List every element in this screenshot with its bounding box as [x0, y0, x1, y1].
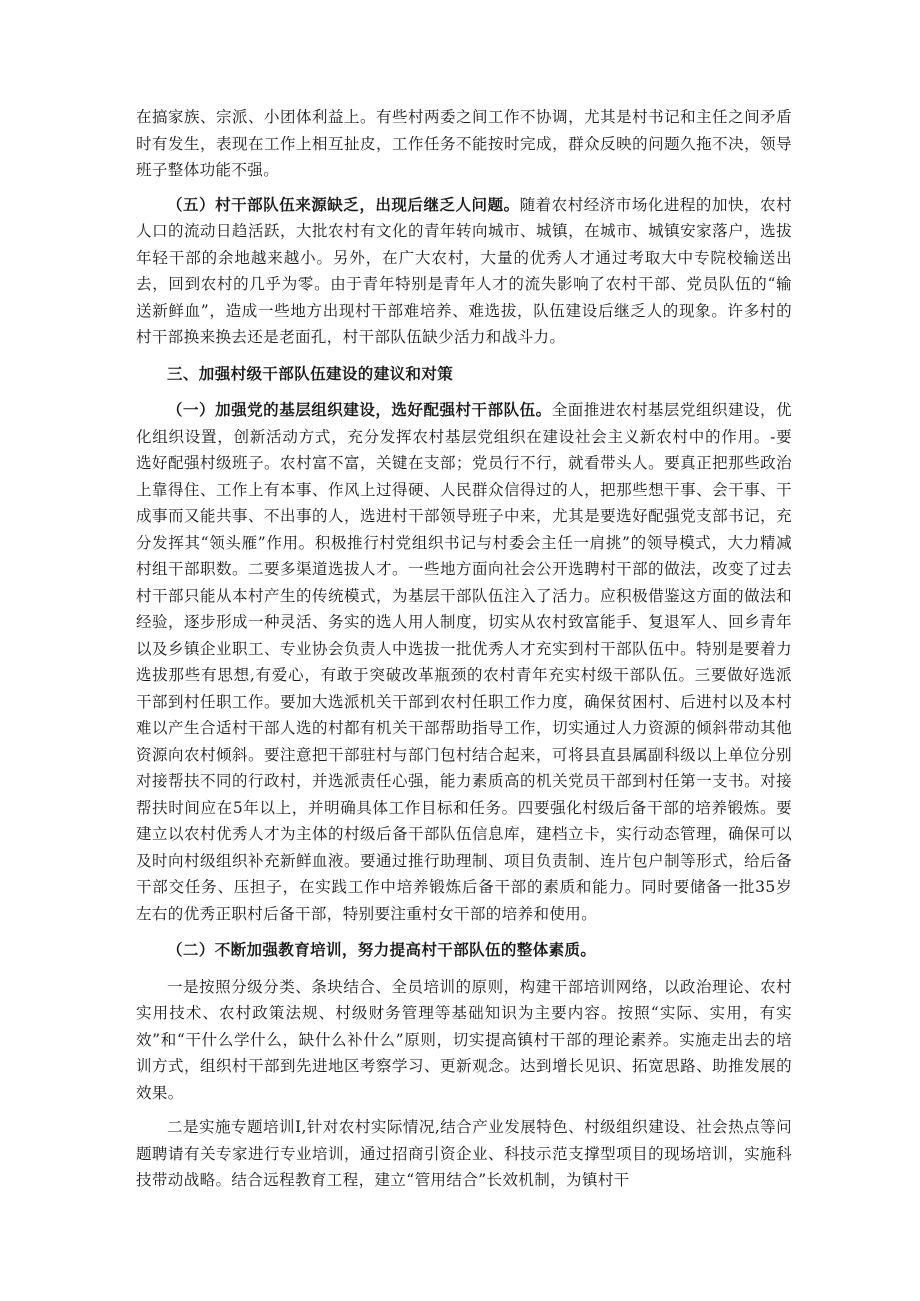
subsection-2-heading: （二）不断加强教育培训，努力提高村干部队伍的整体素质。	[167, 940, 597, 959]
paragraph-subsection-1	[136, 397, 792, 927]
section-5-body: 随着农村经济市场化进程的加快，农村人口的流动日趋活跃，大批农村有文化的青年转向城市、城镇，在城市、城镇安家落户，选拔年轻干部的余地越来越小。另外，在广大农村，大量的优秀人才通过考取大中专院校输送出去，回到农村的几乎为零。由于青年特别是青年人才的流失影响了农村干部、党员队伍的“输送新鲜血”，造成一些地方出现村干部难培养、难选拔，队伍建设后继乏人的现象。许多村的村干部换来换去还是老面孔，村干部队伍缺少活力和战斗力。	[136, 195, 792, 346]
subsection-1-body: 全面推进农村基层党组织建设，优化组织设置，创新活动方式，充分发挥农村基层党组织在建设社会主义新农村中的作用。-要选好配强村级班子。农村富不富，关键在支部；党员行不行，就看带头人。要真正把那些政治上靠得住、工作上有本事、作风上过得硬、人民群众信得过的人，把那些想干事、会干事、干成事而又能共事、不出事的人，选进村干部领导班子中来，尤其是要选好配强党支部书记，充分发挥其“领头雁”作用。积极推行村党组织书记与村委会主任一肩挑”的领导模式，大力精减村组干部职数。二要多渠道选拔人才。一些地方面向社会公开选聘村干部的做法，改变了过去村干部只能从本村产生的传统模式，为基层干部队伍注入了活力。应积极借鉴这方面的做法和经验，逐步形成一种灵活、务实的选人用人制度，切实从农村致富能手、复退军人、回乡青年以及乡镇企业职工、专业协会负责人中选拔一批优秀人才充实到村干部队伍中。特别是要着力选拔那些有思想,有爱心，有敢于突破改革瓶颈的农村青年充实村级干部队伍。三要做好选派干部到村任职工作。要加大选派机关干部到农村任职工作力度，确保贫困村、后进村以及本村难以产生合适村干部人选的村都有机关干部帮助指导工作，切实通过人力资源的倾斜带动其他资源向农村倾斜。要注意把干部驻村与部门包村结合起来，可将县直县属副科级以上单位分别对接帮扶不同的行政村，并选派责任心强，能力素质高的机关党员干部到村任第一支书。对接帮扶时间应在5年以上，并明确具体工作目标和任务。四要强化村级后备干部的培养锻炼。要建立以农村优秀人才为主体的村级后备干部队伍信息库，建档立卡，实行动态管理，确保可以及时向村级组织补充新鲜血液。要通过推行助理制、项目负责制、连片包户制等形式，给后备干部交任务、压担子，在实践工作中培养锻炼后备干部的素质和能力。同时要储备一批35岁左右的优秀正职村后备干部，特别要注重村女干部的培养和使用。	[136, 401, 792, 923]
section-5-heading: （五）村干部队伍来源缺乏，出现后继乏人问题。	[167, 194, 520, 214]
paragraph-section-5	[136, 192, 792, 351]
document-page	[136, 104, 792, 1202]
paragraph-training-1: 一是按照分级分类、条块结合、全员培训的原则，构建干部培训网络，以政治理论、农村实用技术、农村政策法规、村级财务管理等基础知识为主要内容。按照“实际、实用，有实效”和“干什么学什么，缺什么补什么”原则，切实提高镇村干部的理论素养。实施走出去的培训方式，组织村干部到先进地区考察学习、更新观念。达到增长见识、拓宽思路、助推发展的效果。	[136, 977, 792, 1102]
subsection-1-heading: （一）加强党的基层组织建设，选好配强村干部队伍。	[167, 400, 552, 419]
paragraph-continuation: 在搞家族、宗派、小团体利益上。有些村两委之间工作不协调，尤其是村书记和主任之间矛盾时有发生，表现在工作上相互扯皮，工作任务不能按时完成，群众反映的问题久拖不决，领导班子整体功能不强。	[136, 108, 792, 179]
paragraph-training-2: 二是实施专题培训I,针对农村实际情况,结合产业发展特色、村级组织建设、社会热点等问题聘请有关专家进行专业培训，通过招商引资企业、科技示范支撑型项目的现场培训，实施科技带动战略。结合远程教育工程，建立“管用结合”长效机制，为镇村干	[136, 1118, 792, 1189]
chapter-3-heading: 三、加强村级干部队伍建设的建议和对策	[167, 363, 454, 383]
